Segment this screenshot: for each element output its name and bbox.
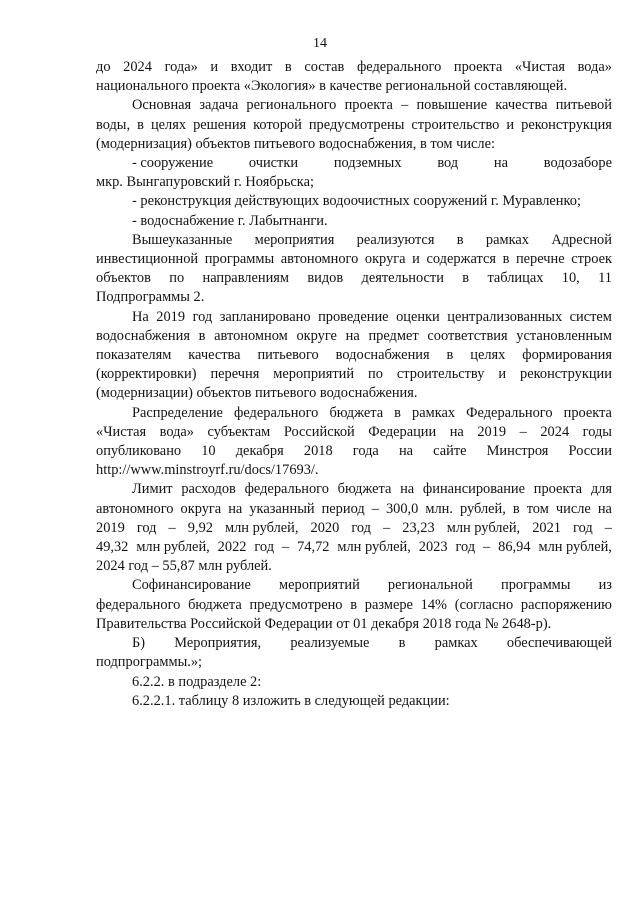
- word: 2022: [217, 539, 247, 556]
- paragraph-4-line-5: (модернизации) объектов питьевого водоснабжения.: [96, 385, 418, 402]
- word: строительство: [411, 116, 500, 133]
- word: и: [412, 251, 420, 268]
- word: рамках: [485, 231, 529, 248]
- word: из: [598, 577, 612, 594]
- word: 74,72: [297, 539, 330, 556]
- word: в: [502, 251, 510, 268]
- paragraph-5-line-1: [96, 404, 612, 423]
- word: 23,23: [402, 519, 435, 536]
- word: водозаборе: [543, 155, 612, 172]
- paragraph-6-line-3: [96, 519, 612, 538]
- word: млн рублей,: [538, 539, 612, 556]
- word: содержатся: [426, 251, 496, 268]
- word: проекта: [344, 97, 393, 114]
- word: мероприятия: [254, 231, 335, 248]
- word: рамках: [412, 404, 456, 421]
- word: предусмотрены: [308, 116, 405, 133]
- word: 2023: [418, 539, 448, 556]
- paragraph-8-line-2: подпрограммы.»;: [96, 654, 203, 671]
- paragraph-2-line-3: (модернизация) объектов питьевого водоснабжения, в том числе:: [96, 135, 495, 152]
- word: Мероприятия,: [174, 635, 262, 652]
- word: (корректировки): [96, 366, 197, 383]
- word: федерального: [234, 404, 319, 421]
- word: в: [446, 347, 454, 364]
- word: годы: [582, 423, 612, 440]
- word: 2021: [532, 519, 561, 536]
- word: водоснабжения: [335, 347, 430, 364]
- word: года: [352, 443, 379, 460]
- word: На: [132, 308, 149, 325]
- word: по: [169, 270, 185, 287]
- word: на: [449, 423, 464, 440]
- word: рублей,: [460, 500, 506, 517]
- paragraph-4-line-3: [96, 346, 612, 365]
- paragraph-7-line-3: Правительства Российской Федерации от 01 декабря 2018 года № 2648-р).: [96, 615, 552, 632]
- word: 11: [598, 270, 612, 287]
- word: реконструкции: [520, 366, 612, 383]
- page-number: 14: [313, 36, 327, 51]
- paragraph-6-line-2: [96, 500, 612, 519]
- word: «Чистая: [514, 59, 565, 75]
- word: Основная: [132, 97, 192, 114]
- word: централизованных: [447, 308, 563, 325]
- word: Федерации: [368, 423, 437, 440]
- word: «Чистая: [96, 423, 147, 440]
- word: и: [506, 116, 515, 133]
- word: задача: [199, 97, 239, 114]
- word: оценки: [396, 308, 440, 325]
- word: 2018: [303, 443, 333, 460]
- word: проекта: [453, 59, 503, 75]
- word: предмет: [368, 327, 419, 344]
- word: 2019: [156, 308, 186, 325]
- word: Федерального: [466, 404, 553, 421]
- word: в: [462, 270, 470, 287]
- word: года»: [164, 59, 198, 75]
- word: региональной: [387, 577, 473, 594]
- word: распоряжению: [520, 596, 612, 613]
- word: соответствия: [427, 327, 508, 344]
- word: рамках: [434, 635, 478, 652]
- word: вод: [437, 155, 459, 172]
- word: 49,32: [96, 539, 129, 556]
- word: до: [96, 59, 111, 75]
- paragraph-3-line-3: [96, 269, 612, 288]
- word: формирования: [522, 347, 612, 364]
- word: –: [371, 500, 379, 517]
- word: 2019: [96, 519, 125, 536]
- word: показателям: [96, 347, 172, 364]
- word: подземных: [333, 155, 402, 172]
- word: млн рублей,: [136, 539, 210, 556]
- paragraph-10: 6.2.2.1. таблицу 8 изложить в следующей редакции:: [132, 692, 450, 709]
- word: мероприятий: [273, 366, 355, 383]
- word: перечня: [210, 366, 260, 383]
- word: в: [398, 635, 406, 652]
- word: вода»: [577, 59, 612, 75]
- word: федерального: [96, 596, 181, 613]
- word: на: [493, 155, 509, 172]
- word: год: [351, 519, 371, 536]
- word: округе: [296, 327, 337, 344]
- paragraph-1-line-2: национального проекта «Экология» в качестве региональной составляющей.: [96, 78, 568, 95]
- word: в: [284, 59, 292, 75]
- word: проекта: [533, 481, 583, 498]
- list-item-1-line-1: [96, 154, 612, 173]
- word: которой: [253, 116, 302, 133]
- word: в: [394, 404, 401, 421]
- word: предусмотрено: [249, 596, 343, 613]
- word: целях: [470, 347, 506, 364]
- word: видов: [307, 270, 344, 287]
- word: воды,: [96, 116, 131, 133]
- word: проведение: [318, 308, 389, 325]
- word: Минстроя: [486, 443, 549, 460]
- word: питьевой: [555, 97, 612, 114]
- word: программы: [204, 251, 275, 268]
- paragraph-4-line-1: [96, 308, 612, 327]
- paragraph-3-line-4: Подпрограммы 2.: [96, 289, 205, 306]
- word: водоснабжения: [96, 327, 190, 344]
- word: расходов: [181, 481, 236, 498]
- word: на: [398, 443, 414, 460]
- paragraph-2-line-2: [96, 116, 612, 135]
- word: округа: [180, 500, 222, 517]
- word: бюджета: [188, 596, 242, 613]
- paragraph-5-line-3: [96, 442, 612, 461]
- word: –: [168, 519, 176, 536]
- word: реализуемые: [290, 635, 370, 652]
- word: мероприятий: [279, 577, 360, 594]
- paragraph-4-line-4: [96, 365, 612, 384]
- word: установленным: [516, 327, 612, 344]
- word: –: [604, 519, 612, 536]
- word: вода»: [159, 423, 195, 440]
- word: год: [192, 308, 213, 325]
- word: федерального: [244, 481, 329, 498]
- word: целях: [150, 116, 187, 133]
- word: 2019: [477, 423, 507, 440]
- paragraph-6-line-5: 2024 год – 55,87 млн рублей.: [96, 558, 272, 575]
- word: декабря: [235, 443, 284, 460]
- word: указанный: [249, 500, 315, 517]
- word: 14%: [420, 596, 448, 613]
- word: (согласно: [454, 596, 514, 613]
- paragraph-7-line-1: [96, 576, 612, 595]
- word: перечне: [515, 251, 565, 268]
- word: - сооружение: [132, 155, 214, 172]
- list-item-2: - реконструкция действующих водоочистных сооружений г. Муравленко;: [132, 193, 581, 210]
- paragraph-4-line-2: [96, 327, 612, 346]
- word: на: [345, 327, 360, 344]
- list-item-3: - водоснабжение г. Лабытнанги.: [132, 212, 328, 229]
- word: сайте: [433, 443, 467, 460]
- word: строек: [571, 251, 612, 268]
- word: размере: [364, 596, 413, 613]
- paragraph-6-line-4: [96, 538, 612, 557]
- word: программы: [501, 577, 571, 594]
- word: –: [383, 519, 391, 536]
- word: автономного: [96, 500, 174, 517]
- paragraph-7-line-2: [96, 596, 612, 615]
- word: Лимит: [132, 481, 173, 498]
- word: регионального: [246, 97, 337, 114]
- word: автономном: [214, 327, 288, 344]
- word: год: [254, 539, 275, 556]
- word: реконструкция: [521, 116, 612, 133]
- word: по: [368, 366, 383, 383]
- word: –: [281, 539, 290, 556]
- word: млн рублей,: [446, 519, 521, 536]
- paragraph-1-line-1: [96, 58, 612, 77]
- word: –: [401, 97, 409, 114]
- word: федерального: [356, 59, 442, 75]
- word: направлениям: [202, 270, 289, 287]
- word: 10: [201, 443, 216, 460]
- word: инвестиционной: [96, 251, 199, 268]
- word: повышение: [416, 97, 488, 114]
- word: числе: [555, 500, 591, 517]
- document-body: [96, 58, 612, 711]
- paragraph-3-line-1: [96, 231, 612, 250]
- word: на: [400, 481, 415, 498]
- word: Распределение: [132, 404, 223, 421]
- paragraph-8-line-1: [96, 634, 612, 653]
- word: округа: [364, 251, 406, 268]
- word: бюджета: [329, 404, 384, 421]
- word: 10,: [561, 270, 580, 287]
- word: объектов: [96, 270, 151, 287]
- word: том: [526, 500, 549, 517]
- word: в: [512, 500, 520, 517]
- word: в: [198, 327, 206, 344]
- word: обеспечивающей: [506, 635, 612, 652]
- word: Российской: [283, 423, 355, 440]
- word: млн рублей,: [225, 519, 299, 536]
- word: 2024: [540, 423, 570, 440]
- word: качества: [495, 97, 548, 114]
- word: автономного: [280, 251, 359, 268]
- word: и: [498, 366, 507, 383]
- word: год: [573, 519, 593, 536]
- word: субъектам: [207, 423, 271, 440]
- word: систем: [569, 308, 612, 325]
- word: 2020: [310, 519, 340, 536]
- word: год: [136, 519, 157, 536]
- word: млн рублей,: [337, 539, 411, 556]
- paragraph-6-line-1: [96, 480, 612, 499]
- word: качества: [188, 347, 241, 364]
- paragraph-3-line-2: [96, 250, 612, 269]
- word: строительству: [396, 366, 485, 383]
- word: питьевого: [257, 347, 319, 364]
- word: в: [456, 231, 464, 248]
- word: России: [568, 443, 612, 460]
- word: 9,92: [187, 519, 213, 536]
- word: на: [597, 500, 612, 517]
- word: входит: [230, 59, 273, 75]
- word: 300,0: [385, 500, 419, 517]
- paragraph-9: 6.2.2. в подразделе 2:: [132, 673, 262, 690]
- word: и: [210, 59, 219, 75]
- word: период: [321, 500, 365, 517]
- word: млн.: [425, 500, 453, 517]
- word: в: [137, 116, 144, 133]
- word: –: [483, 539, 491, 556]
- word: 86,94: [498, 539, 531, 556]
- word: опубликовано: [96, 443, 182, 460]
- word: в: [350, 596, 358, 613]
- word: запланировано: [219, 308, 311, 325]
- word: 2024: [123, 59, 152, 75]
- paragraph-5-line-2: [96, 423, 612, 442]
- paragraph-5-line-4: http://www.minstroyrf.ru/docs/17693/.: [96, 462, 319, 479]
- word: Вышеуказанные: [132, 231, 233, 248]
- word: для: [590, 481, 612, 498]
- word: –: [519, 423, 527, 440]
- word: очистки: [248, 155, 299, 172]
- word: Софинансирование: [132, 577, 251, 594]
- word: на: [228, 500, 243, 517]
- word: Адресной: [551, 231, 612, 248]
- word: Б): [132, 635, 146, 652]
- word: решения: [193, 116, 247, 133]
- list-item-1-line-2: мкр. Вынгапуровский г. Ноябрьска;: [96, 174, 314, 191]
- paragraph-2-line-1: [96, 96, 612, 115]
- word: финансирование: [422, 481, 525, 498]
- word: год: [455, 539, 476, 556]
- word: состав: [304, 59, 345, 75]
- word: деятельности: [361, 270, 444, 287]
- word: проекта: [563, 404, 612, 421]
- word: бюджета: [337, 481, 392, 498]
- word: реализуются: [356, 231, 435, 248]
- word: таблицах: [487, 270, 544, 287]
